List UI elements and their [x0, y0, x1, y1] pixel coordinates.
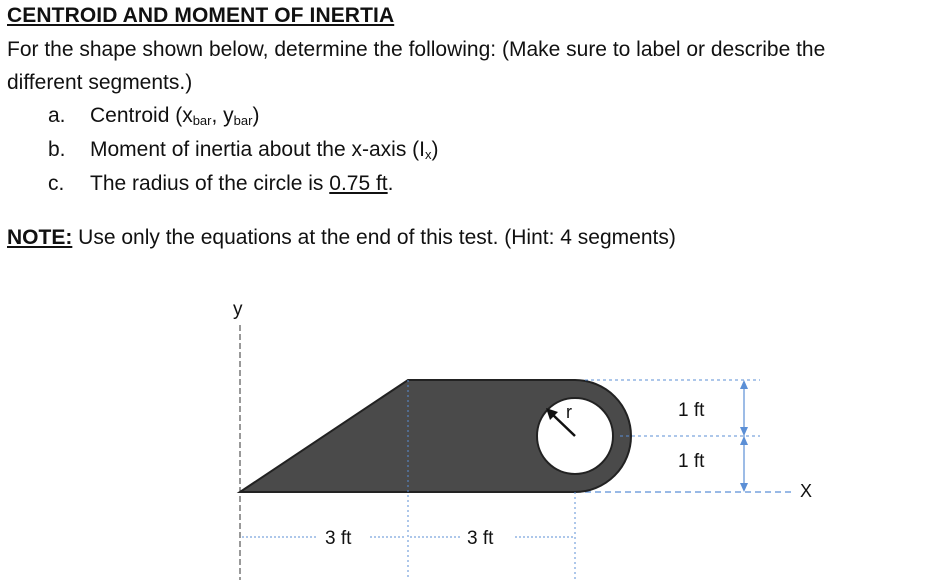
dim-arrow-mid-down: [740, 436, 748, 445]
dim-vertical-2: 1 ft: [678, 451, 705, 472]
radius-label: r: [566, 402, 572, 422]
dim-vertical-1: 1 ft: [678, 400, 705, 421]
y-axis-label: y: [233, 299, 243, 320]
dim-arrow-bottom: [740, 483, 748, 492]
question-b-label: b.: [48, 138, 66, 161]
x-axis-label: X: [800, 481, 813, 501]
radius-value: 0.75 ft: [329, 172, 388, 195]
question-b-text: Moment of inertia about the x-axis $(I_x)$: [90, 138, 439, 162]
note-label: NOTE:: [7, 226, 73, 249]
question-c-text: The radius of the circle is 0.75 ft.: [90, 172, 394, 195]
page-title: CENTROID AND MOMENT OF INERTIA: [7, 4, 395, 27]
intro-line-1: For the shape shown below, determine the following: (Make sure to label or describe the: [7, 38, 826, 61]
intro-line-2: different segments.): [7, 71, 193, 94]
question-a-text: Centroid ($x_{bar}$, $y_{bar}$): [90, 104, 260, 128]
dim-arrow-top: [740, 380, 748, 389]
dim-horizontal-2: 3 ft: [467, 528, 494, 549]
note-text: Use only the equations at the end of this test. (Hint: 4 segments): [72, 226, 676, 249]
dim-horizontal-1: 3 ft: [325, 528, 352, 549]
dim-arrow-mid-up: [740, 427, 748, 436]
question-a-label: a.: [48, 104, 66, 127]
question-c-label: c.: [48, 172, 65, 195]
